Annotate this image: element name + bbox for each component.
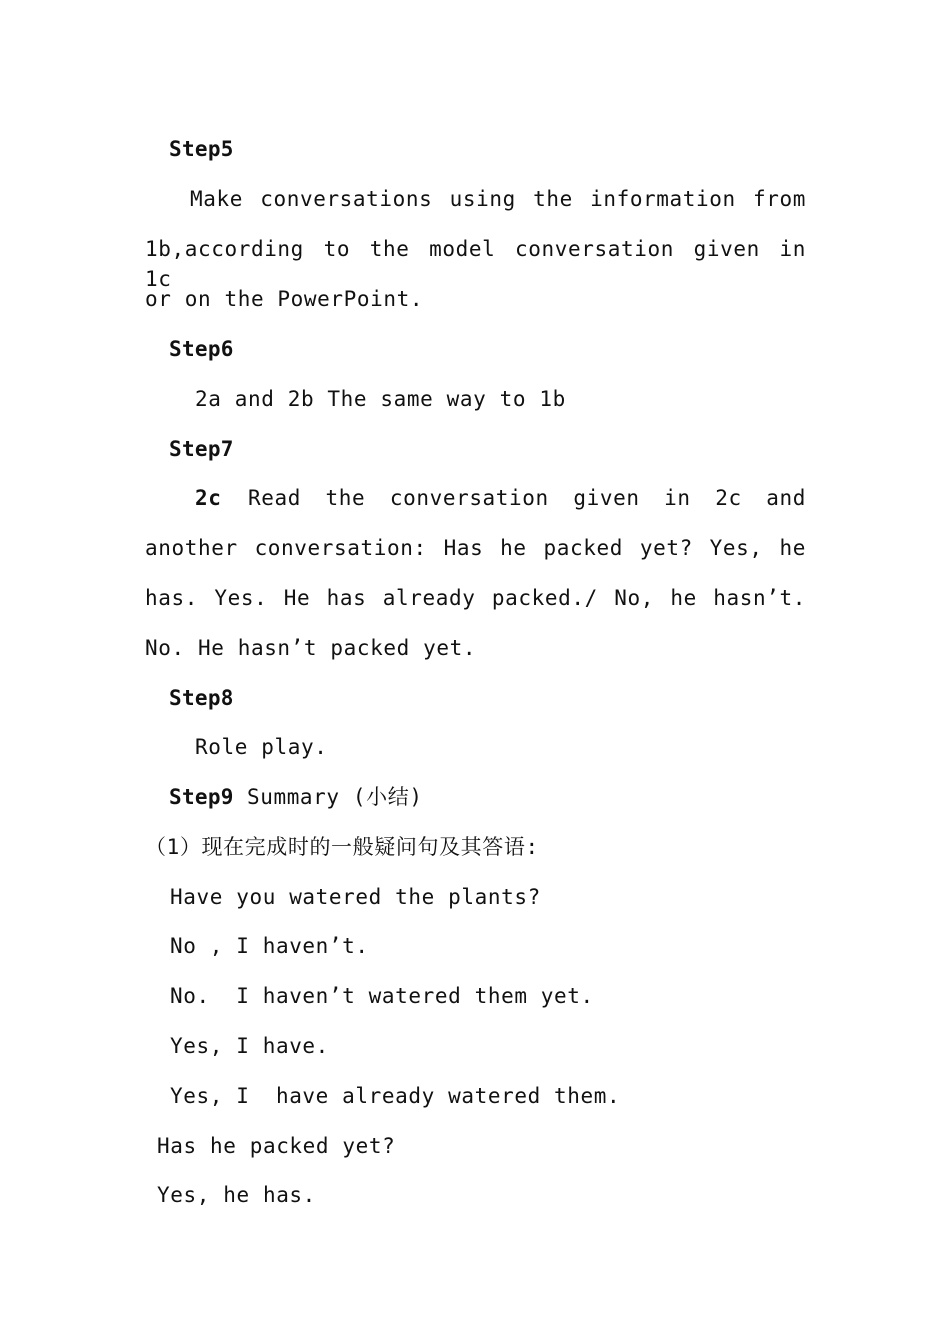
example-line-5: Yes, I have already watered them. <box>170 1084 621 1108</box>
example-line-6: Has he packed yet? <box>157 1134 396 1158</box>
example-line-3: No. I haven’t watered them yet. <box>170 984 594 1008</box>
step5-line-2: 1b,according to the model conversation given in 1c <box>145 237 806 291</box>
example-line-4: Yes, I have. <box>170 1034 329 1058</box>
step9-title: Summary (小结) <box>233 785 423 809</box>
step7-line-3: has. Yes. He has already packed./ No, he hasn’t. <box>145 586 806 610</box>
step7-heading: Step7 <box>169 437 234 461</box>
example-line-1: Have you watered the plants? <box>170 885 541 909</box>
step7-line-4: No. He hasn’t packed yet. <box>145 636 477 660</box>
step5-line-3: or on the PowerPoint. <box>145 287 424 311</box>
step8-line-1: Role play. <box>195 735 328 759</box>
step5-heading: Step5 <box>169 137 234 161</box>
step9-point-1: （1）现在完成时的一般疑问句及其答语: <box>145 835 539 859</box>
step9-heading: Step9 <box>169 785 234 809</box>
step7-line-1: Read the conversation given in 2c and <box>248 486 806 510</box>
step8-heading: Step8 <box>169 686 234 710</box>
example-line-2: No , I haven’t. <box>170 934 369 958</box>
step6-heading: Step6 <box>169 337 234 361</box>
step5-line-1: Make conversations using the information from <box>190 187 806 211</box>
step6-line-1: 2a and 2b The same way to 1b <box>195 387 566 411</box>
step7-lead: 2c <box>195 486 222 510</box>
step9-heading-line <box>169 782 423 812</box>
step7-line-2: another conversation: Has he packed yet? Yes, he <box>145 536 806 560</box>
example-line-7: Yes, he has. <box>157 1183 316 1207</box>
